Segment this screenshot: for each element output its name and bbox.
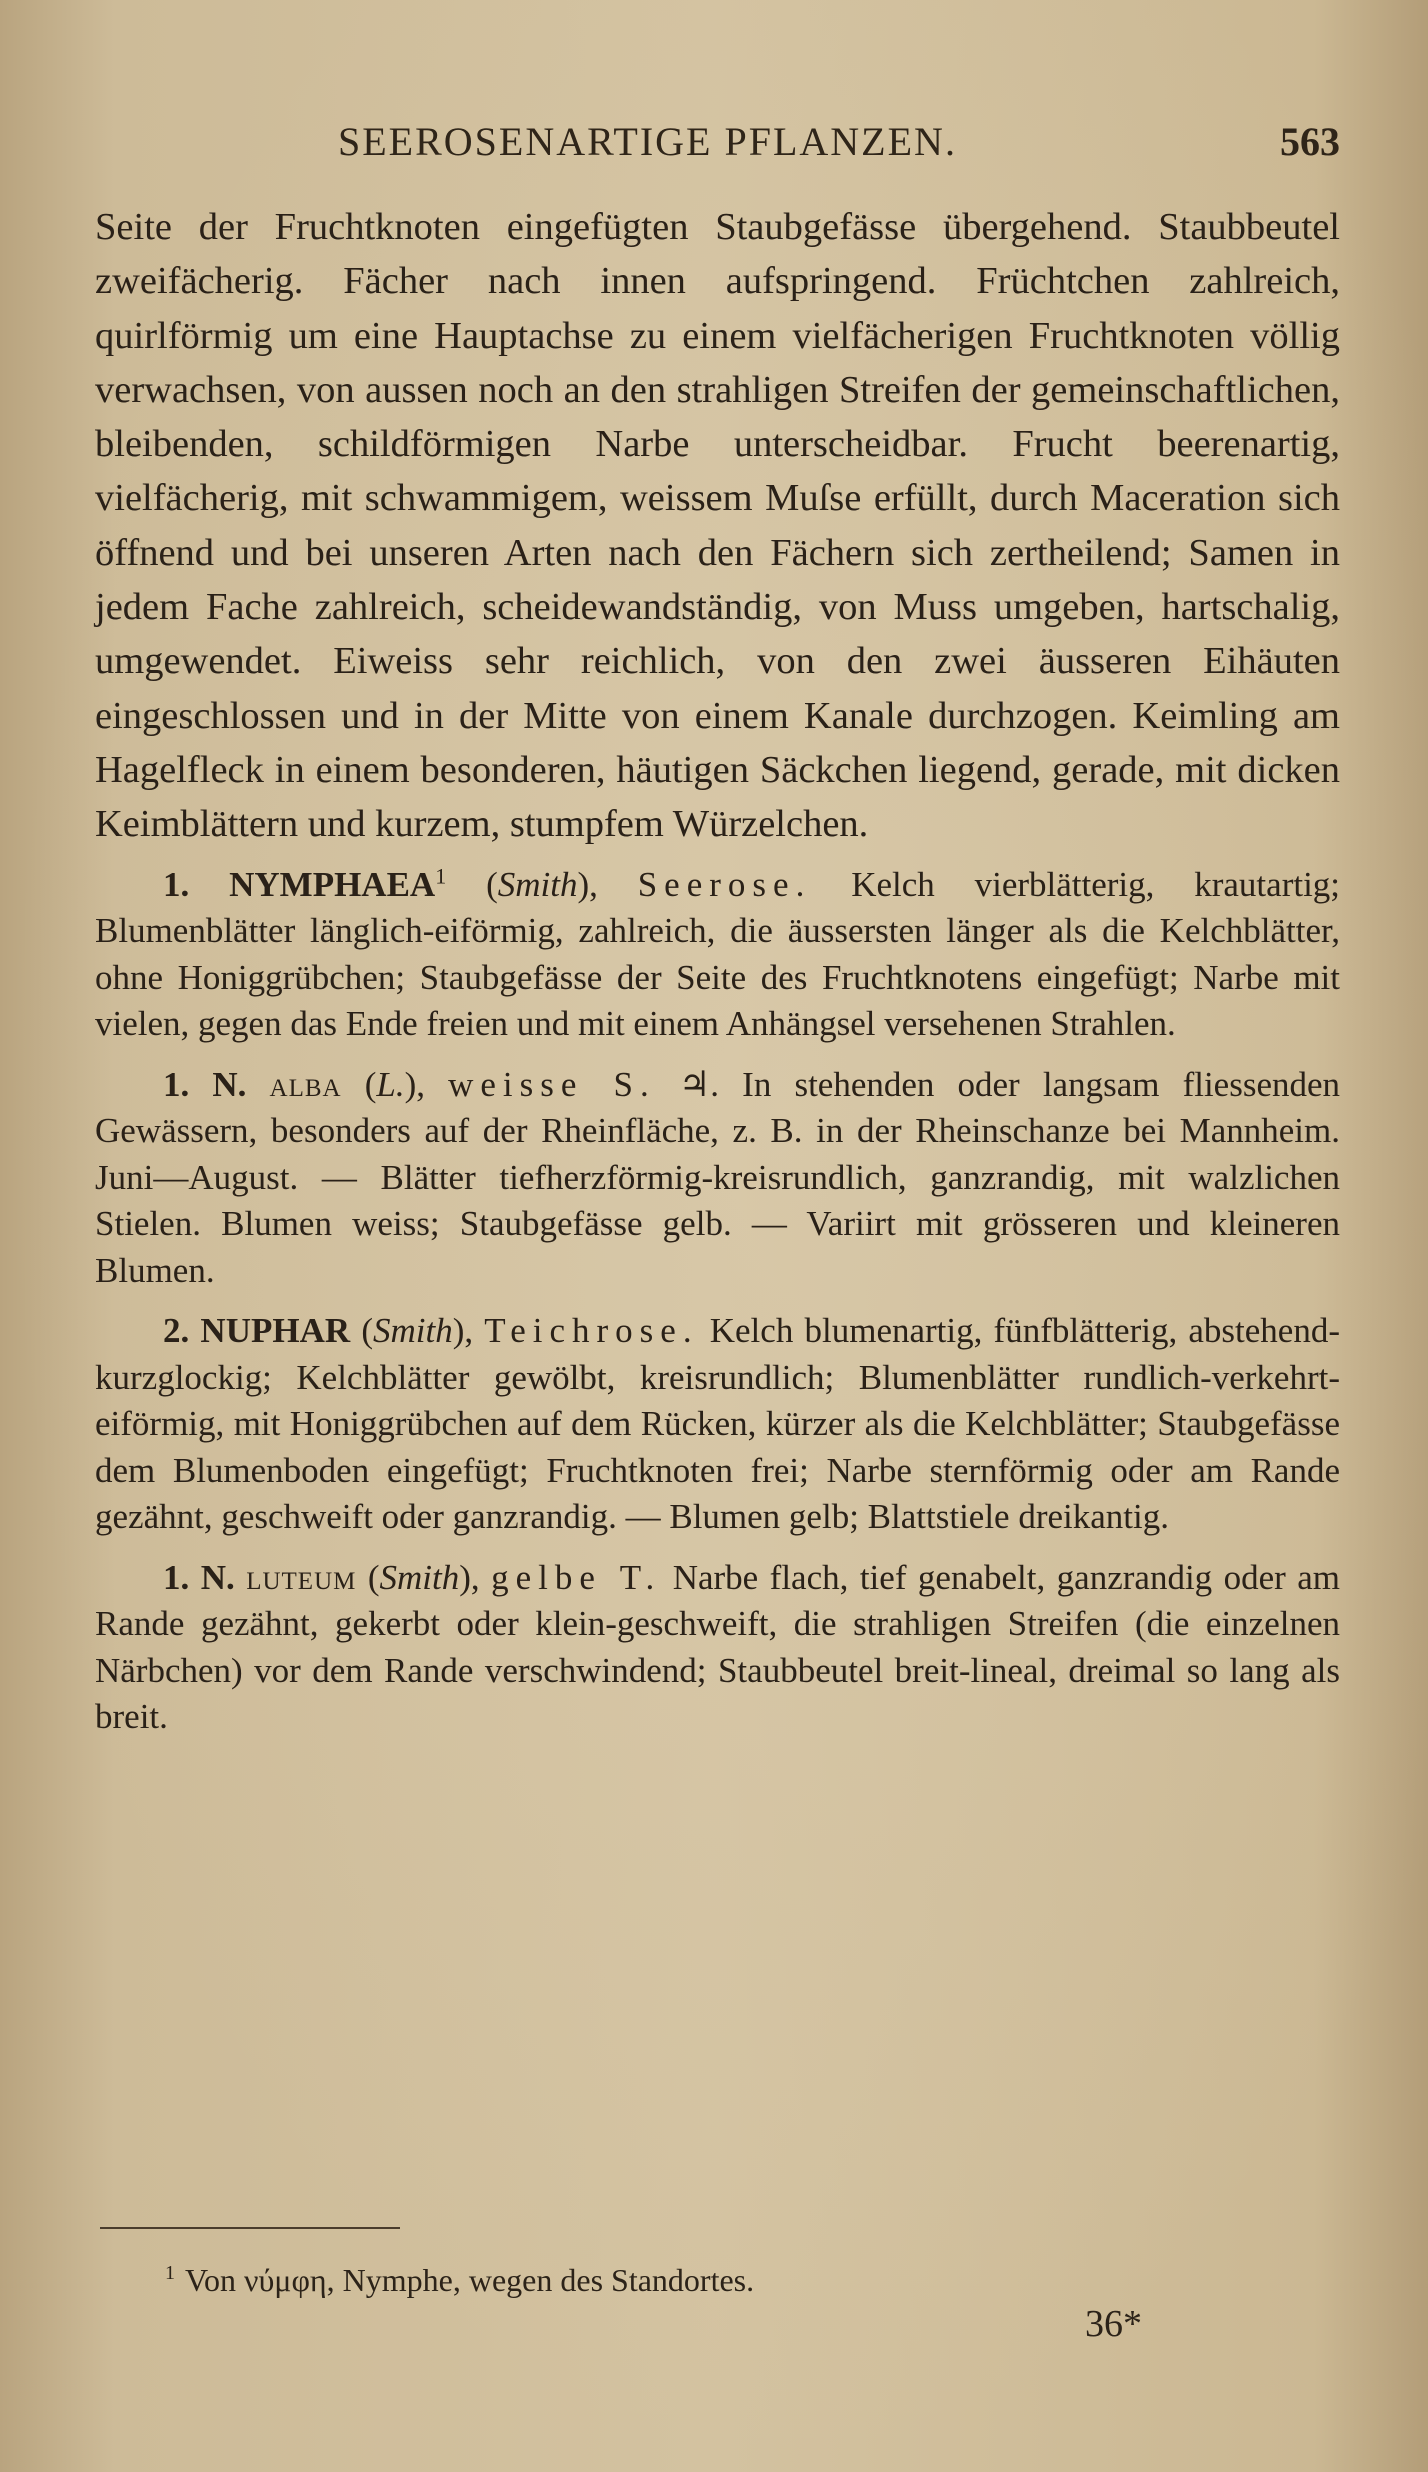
intro-paragraph: Seite der Fruchtknoten eingefügten Staubgefässe übergehend. Staubbeutel zweifächerig. Fächer nach innen aufspringend. Früchtchen zahlreich, quirlförmig um eine Hauptachse zu einem vielfächerigen Fruchtknoten völlig verwachsen, von aussen noch an den strahligen Streifen der gemeinschaftlichen, bleibenden, schildförmigen Narbe unterscheidbar. Frucht beerenartig, vielfächerig, mit schwammigem, weissem Muſse erfüllt, durch Maceration sich öffnend und bei unseren Arten nach den Fächern sich zertheilend; Samen in jedem Fache zahlreich, scheidewandständig, von Muss umgeben, hartschalig, umgewendet. Eiweiss sehr reichlich, von den zwei äusseren Eihäuten eingeschlossen und in der Mitte von einem Kanale durchzogen. Keimling am Hagelfleck in einem besonderen, häutigen Säckchen liegend, gerade, mit dicken Keimblättern und kurzem, stumpfem Würzelchen.: [95, 206, 1340, 846]
footnote-rule: [100, 2227, 400, 2229]
page-number: 563: [1280, 119, 1340, 164]
footnote-text: Von νύμφη, Nymphe, wegen des Standortes.: [185, 2262, 755, 2298]
footnote-ref: 1: [435, 862, 447, 888]
species-number: 1. N.: [163, 1557, 235, 1597]
genus-common-name: Seerose.: [637, 864, 812, 904]
species-description: Narbe flach, tief genabelt, ganzrandig oder am Rande gezähnt, gekerbt oder klein-geschweift, die strahligen Streifen (die einzelnen Närbchen) vor dem Rande verschwindend; Staubbeutel breit-lineal, dreimal so lang als breit.: [95, 1557, 1341, 1737]
genus-name: NYMPHAEA: [229, 864, 436, 904]
footnote: [165, 2262, 754, 2299]
species-epithet: alba: [269, 1064, 342, 1104]
genus-entry-nymphaea: 1. NYMPHAEA$^1$ (Smith), Seerose. Kelch vierblätterig, krautartig; Blumenblätter länglich-eiförmig, zahlreich, die äussersten länger als die Kelchblätter, ohne Honiggrübchen; Staubgefässe der Seite des Fruchtknotens eingefügt; Narbe mit vielen, gegen das Ende freien und mit einem Anhängsel versehenen Strahlen.: [95, 862, 1341, 1044]
species-number: 1. N.: [163, 1064, 247, 1104]
printer-signature: 36*: [1085, 2303, 1142, 2345]
genus-description: Kelch blumenartig, fünfblätterig, abstehend-kurzglockig; Kelchblätter gewölbt, kreisrundlich; Blumenblätter rundlich-verkehrt-eiförmig, mit Honiggrübchen auf dem Rücken, kürzer als die Kelchblätter; Staubgefässe dem Blumenboden eingefügt; Fruchtknoten frei; Narbe sternförmig oder am Rande gezähnt, geschweift oder ganzrandig. — Blumen gelb; Blattstiele dreikantig.: [95, 1311, 1340, 1537]
species-epithet: luteum: [246, 1557, 357, 1597]
genus-number: 2.: [163, 1311, 190, 1351]
species-common-name: weisse S.: [448, 1064, 656, 1104]
genus-author: Smith: [372, 1311, 453, 1351]
genus-number: 1.: [163, 864, 190, 904]
genus-name: NUPHAR: [200, 1311, 351, 1351]
running-head: [95, 118, 1340, 168]
genus-description: Kelch vierblätterig, krautartig; Blumenblätter länglich-eiförmig, zahlreich, die äussersten länger als die Kelchblätter, ohne Honiggrübchen; Staubgefässe der Seite des Fruchtknotens eingefügt; Narbe mit vielen, gegen das Ende freien und mit einem Anhängsel versehenen Strahlen.: [95, 864, 1341, 1044]
species-entry-alba: 1. N. alba (L.), weisse S. ♃. In stehenden oder langsam fliessenden Gewässern, besonders auf der Rheinfläche, z. B. in der Rheinschanze bei Mannheim. Juni—August. — Blätter tiefherzförmig-kreisrundlich, ganzrandig, mit walzlichen Stielen. Blumen weiss; Staubgefässe gelb. — Variirt mit grösseren und kleineren Blumen.: [95, 1064, 1341, 1290]
species-author: Smith: [379, 1557, 460, 1597]
species-description: In stehenden oder langsam fliessenden Gewässern, besonders auf der Rheinfläche, z. B. in der Rheinschanze bei Mannheim. Juni—August. — Blätter tiefherzförmig-kreisrundlich, ganzrandig, mit walzlichen Stielen. Blumen weiss; Staubgefässe gelb. — Variirt mit grösseren und kleineren Blumen.: [95, 1064, 1341, 1290]
footnote-mark: 1: [165, 2262, 175, 2285]
genus-author: Smith: [497, 864, 578, 904]
perennial-symbol: ♃.: [678, 1064, 720, 1104]
running-title: SEEROSENARTIGE PFLANZEN.: [338, 119, 957, 164]
genus-entry-nuphar: 2. NUPHAR (Smith), Teichrose. Kelch blumenartig, fünfblätterig, abstehend-kurzglockig; Kelchblätter gewölbt, kreisrundlich; Blumenblätter rundlich-verkehrt-eiförmig, mit Honiggrübchen auf dem Rücken, kürzer als die Kelchblätter; Staubgefässe dem Blumenboden eingefügt; Fruchtknoten frei; Narbe sternförmig oder am Rande gezähnt, geschweift oder ganzrandig. — Blumen gelb; Blattstiele dreikantig.: [95, 1311, 1340, 1537]
species-entry-luteum: 1. N. luteum (Smith), gelbe T. Narbe flach, tief genabelt, ganzrandig oder am Rande gezähnt, gekerbt oder klein-geschweift, die strahligen Streifen (die einzelnen Närbchen) vor dem Rande verschwindend; Staubbeutel breit-lineal, dreimal so lang als breit.: [95, 1557, 1341, 1737]
genus-common-name: Teichrose.: [484, 1311, 699, 1351]
species-author: L.: [376, 1064, 405, 1104]
species-common-name: gelbe T.: [491, 1557, 662, 1597]
main-text: [95, 200, 1340, 1741]
